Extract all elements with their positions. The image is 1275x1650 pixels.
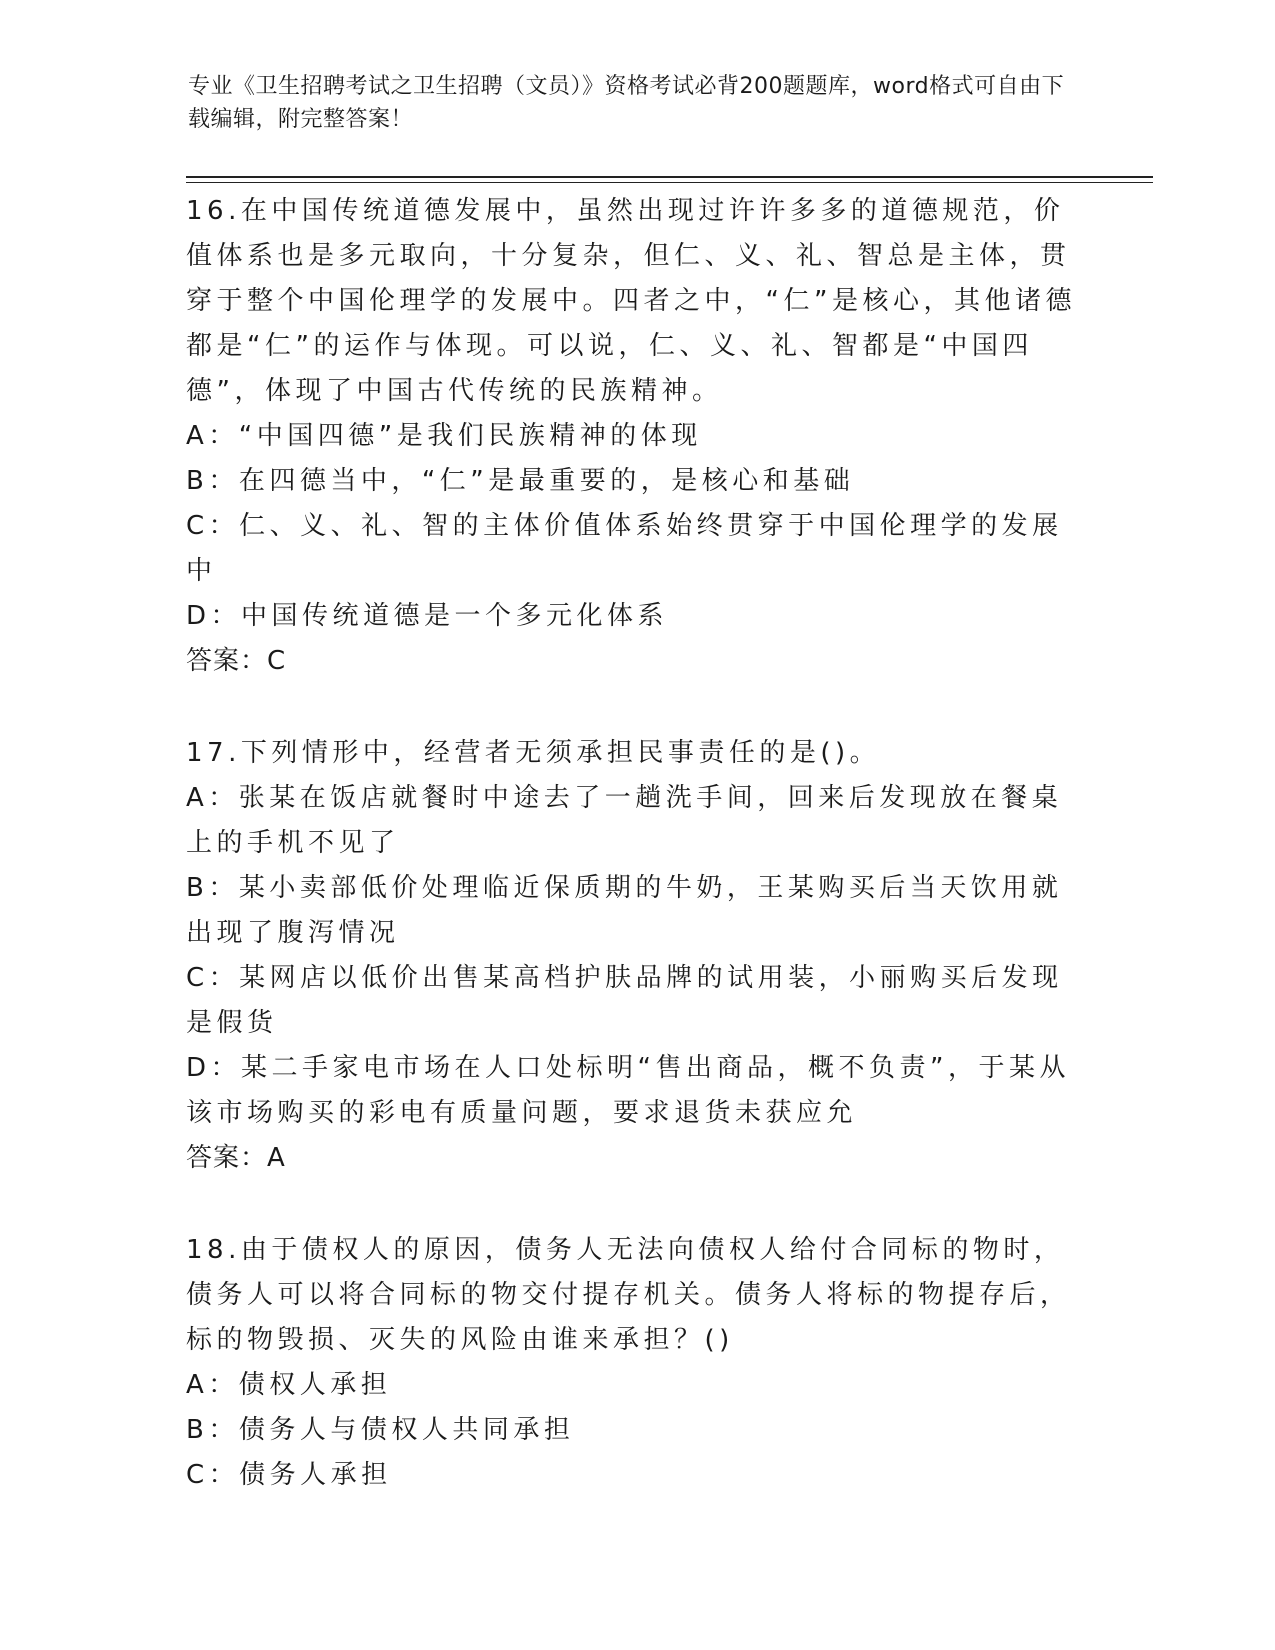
question-16 (186, 189, 1086, 684)
option-c: C：某网店以低价出售某高档护肤品牌的试用装，小丽购买后发现是假货 (186, 963, 1063, 1038)
header-rule-thin (186, 182, 1153, 183)
document-header: 专业《卫生招聘考试之卫生招聘（文员）》资格考试必背200题题库，word格式可自由下载编辑，附完整答案！ (188, 74, 1065, 132)
answer: 答案：A (186, 1143, 286, 1173)
option-b: B：某小卖部低价处理临近保质期的牛奶，王某购买后当天饮用就出现了腹泻情况 (186, 873, 1063, 948)
question-17 (186, 731, 1086, 1181)
question-stem: 18.由于债权人的原因，债务人无法向债权人给付合同标的物时，债务人可以将合同标的物交付提存机关。债务人将标的物提存后，标的物毁损、灭失的风险由谁来承担？() (186, 1235, 1071, 1355)
question-list (186, 189, 1086, 1498)
question-stem: 17.下列情形中，经营者无须承担民事责任的是()。 (186, 738, 881, 768)
option-c: C：债务人承担 (186, 1460, 392, 1490)
header-rule-thick (186, 176, 1153, 178)
option-b: B：在四德当中，“仁”是最重要的，是核心和基础 (186, 466, 855, 496)
spacer (186, 1181, 1086, 1228)
question-stem: 16.在中国传统道德发展中，虽然出现过许许多多的道德规范，价值体系也是多元取向，十分复杂，但仁、义、礼、智总是主体，贯穿于整个中国伦理学的发展中。四者之中，“仁”是核心，其他诸德都是“仁”的运作与体现。可以说，仁、义、礼、智都是“中国四德”，体现了中国古代传统的民族精神。 (186, 196, 1076, 406)
option-a: A：张某在饭店就餐时中途去了一趟洗手间，回来后发现放在餐桌上的手机不见了 (186, 783, 1063, 858)
option-d: D：某二手家电市场在人口处标明“售出商品，概不负责”，于某从该市场购买的彩电有质量问题，要求退货未获应允 (186, 1053, 1070, 1128)
question-18 (186, 1228, 1086, 1498)
option-d: D：中国传统道德是一个多元化体系 (186, 601, 669, 631)
option-b: B：债务人与债权人共同承担 (186, 1415, 575, 1445)
answer: 答案：C (186, 646, 287, 676)
option-c: C：仁、义、礼、智的主体价值体系始终贯穿于中国伦理学的发展中 (186, 511, 1063, 586)
option-a: A：“中国四德”是我们民族精神的体现 (186, 421, 702, 451)
spacer (186, 684, 1086, 731)
option-a: A：债权人承担 (186, 1370, 392, 1400)
